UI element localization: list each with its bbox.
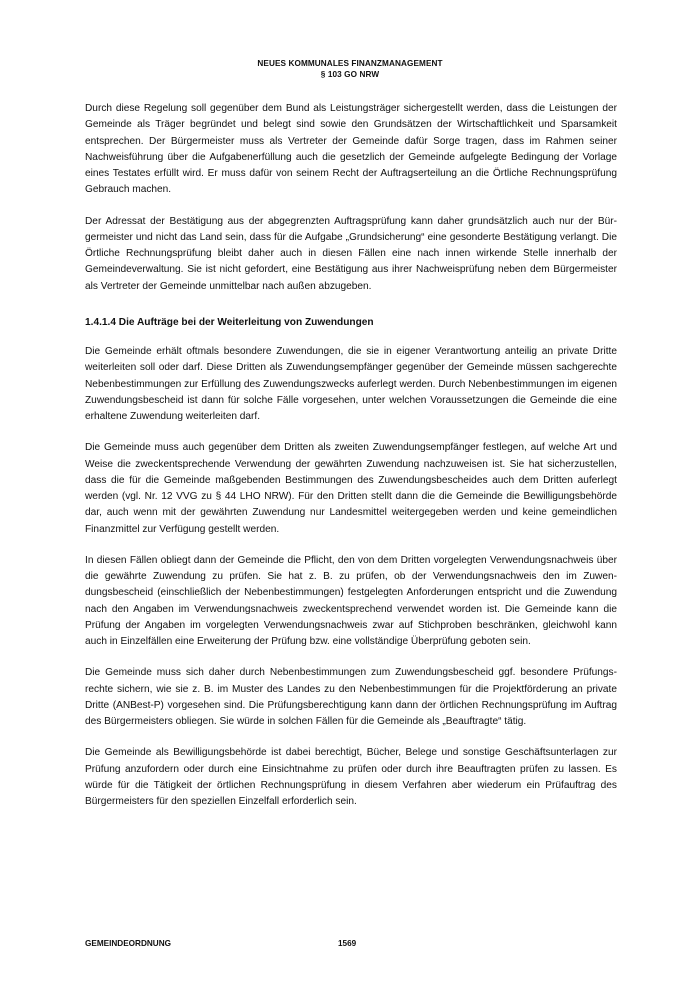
- paragraph: Die Gemeinde als Bewilligungsbehörde ist dabei berechtigt, Bücher, Belege und sonstige Geschäftsunterlagen zur Prüfung anzufordern oder durch eine Einsichtnahme zu prüfen oder durch ihre Beauftragten prüfen zu lassen. Es würde für die Tätigkeit der örtlichen Rechnungsprüfung in diesem Verfahren aber wiederum ein Prüfauftrag des Bürgermeisters für den speziellen Einzelfall erforderlich sein.: [85, 747, 617, 807]
- paragraph: Die Gemeinde erhält oftmals besondere Zuwendungen, die sie in eigener Verantwortung anteilig an private Dritte weiterleiten soll oder darf. Diese Dritten als Zuwendungsempfänger gegenüber der Gemeinde müssen sachgerechte Nebenbestimmungen zur Erfüllung des Zuwendungszwecks auferlegt werden. Durch Nebenbestimmungen im eigenen Zuwendungsbescheid ist dann für solche Fälle vorgesehen, unter welchen Voraussetzungen die Gemeinde die eine erhaltene Zuwendung weiterleiten darf.: [85, 346, 617, 422]
- footer-title: GEMEINDEORDNUNG: [85, 939, 171, 948]
- header-section: § 103 GO NRW: [320, 70, 380, 79]
- section-heading-block: [85, 315, 617, 331]
- header-title: NEUES KOMMUNALES FINANZMANAGEMENT: [257, 59, 443, 68]
- intro-block: [85, 101, 617, 295]
- page-number: 1569: [338, 939, 357, 948]
- page-header: [0, 58, 700, 80]
- section-body: [85, 344, 617, 810]
- paragraph: Die Gemeinde muss sich daher durch Nebenbestimmungen zum Zuwendungsbescheid ggf. besondere Prüfungsrechte sichern, wie sie z. B. im Muster des Landes zu den Nebenbestimmungen für die Projektförderung an private Dritte (ANBest-P) vorgesehen sind. Die Prüfungsberechtigung kann dann der örtlichen Rechnungsprüfung im Auftrag des Bürgermeisters obliegen. Sie würde in solchen Fällen für die Gemeinde als „Beauftragte“ tätig.: [85, 667, 617, 727]
- paragraph: Der Adressat der Bestätigung aus der abgegrenzten Auftragsprüfung kann daher grundsätzlich auch nur der Bürgermeister und nicht das Land sein, dass für die Aufgabe „Grundsicherung“ eine gesonderte Bestätigung verlangt. Die Örtliche Rechnungsprüfung bleibt daher auch in diesen Fällen eine nach innen wirkende Stelle innerhalb der Gemeindeverwaltung. Sie ist nicht gefordert, eine Bestätigung aus ihrer Nachweisprüfung neben dem Bürgermeister als Vertreter der Gemeinde unmittelbar nach außen abzugeben.: [85, 215, 617, 292]
- paragraph: Durch diese Regelung soll gegenüber dem Bund als Leistungsträger sichergestellt werden, dass die Leistungen der Gemeinde als Träger begründet und belegt sind sowie den Grundsätzen der Wirtschaftlichkeit und Sparsamkeit entsprechen. Der Bürgermeister muss als Vertreter der Gemeinde dafür Sorge tragen, dass im Rahmen seiner Nachweisführung über die Aufgabenerfüllung auch die gesetzlich der Gemeinde aufgelegte Bedingung der Vorlage eines Testates erfüllt wird. Er muss dafür von seinem Recht der Auftragserteilung an die Örtliche Rechnungsprüfung Gebrauch machen.: [85, 103, 617, 196]
- paragraph: Die Gemeinde muss auch gegenüber dem Dritten als zweiten Zuwendungsempfänger festlegen, auf welche Art und Weise die zweckentsprechende Verwendung der gewährten Zuwendung nachzuweisen ist. Sie hat sicherzustellen, dass die für die Gemeinde maßgebenden Bestimmungen des Zuwendungsbescheides auch dem Dritten auferlegt werden (vgl. Nr. 12 VVG zu § 44 LHO NRW). Für den Dritten stellt dann die die Gemeinde die Bewilligungsbehörde dar, auch wenn mit der gewährten Zuwendung nur Landesmittel weitergegeben werden und keine gemeindlichen Finanzmittel zur Verfügung gestellt werden.: [85, 442, 617, 535]
- paragraph: In diesen Fällen obliegt dann der Gemeinde die Pflicht, den von dem Dritten vorgelegten Verwendungsnachweis über die gewährte Zuwendung zu prüfen. Sie hat z. B. zu prüfen, ob der Verwendungsnachweis den im Zuwendungsbescheid (einschließlich der Nebenbestimmungen) festgelegten Anforderungen entspricht und die Zuwendung nach den Angaben im Verwendungsnachweis zweckentsprechend verwendet worden ist. Die Gemeinde kann die Prüfung der Angaben im vorgelegten Verwendungsnachweis zwar auf Stichproben beschränken, gleichwohl kann auch in Einzelfällen eine Erweiterung der Prüfung bzw. eine vollständige Überprüfung geboten sein.: [85, 554, 617, 647]
- section-heading: 1.4.1.4 Die Aufträge bei der Weiterleitung von Zuwendungen: [85, 317, 374, 328]
